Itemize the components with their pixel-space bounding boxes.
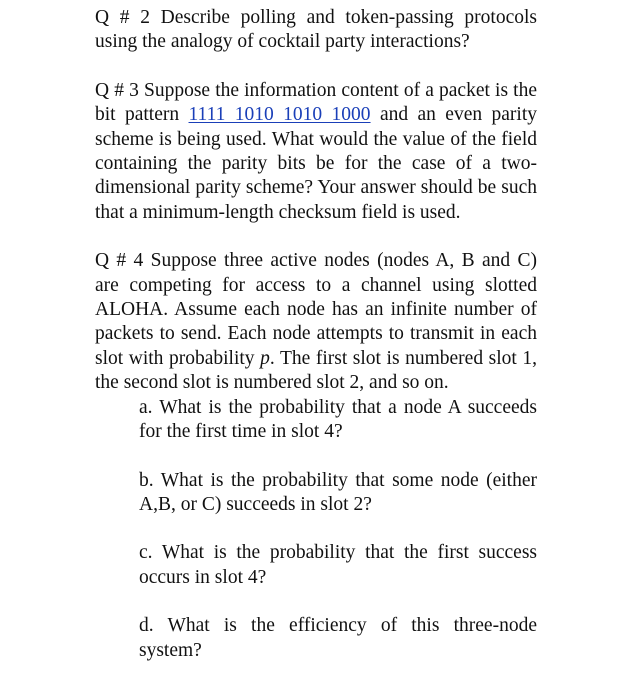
question-4-part-b: b. What is the probability that some node (either A,B, or C) succeeds in slot 2? (139, 469, 537, 515)
question-3-text-after: and an even parity scheme is being used. What would the value of the field containing the parity bits be for the case of a two-dimensional parity scheme? Your answer should be such that a minimum-length checksum field is used. (95, 104, 538, 223)
bit-pattern-link[interactable]: 1111 1010 1010 1000 (188, 104, 371, 126)
question-3 (95, 79, 537, 225)
document-page (95, 6, 537, 663)
question-4-part-d: d. What is the efficiency of this three-node system? (139, 615, 537, 661)
question-4-part-a: a. What is the probability that a node A succeeds for the first time in slot 4? (139, 396, 537, 443)
question-3-text-before: Q # 3 Suppose the information content of a packet is the bit pattern (95, 79, 537, 126)
probability-variable: p (260, 347, 270, 369)
question-4-text-before: Q # 4 Suppose three active nodes (nodes A, B and C) are competing for access to a channel using slotted ALOHA. Assume each node has an infinite number of packets to send. Each node attempts to transmit in each slot with probability (95, 250, 537, 369)
question-2-text: Q # 2 Describe polling and token-passing protocols using the analogy of cocktail party interactions? (95, 7, 537, 53)
question-2 (95, 6, 537, 55)
question-4 (95, 249, 537, 395)
question-4-text-after: . The first slot is numbered slot 1, the second slot is numbered slot 2, and so on. (95, 347, 537, 394)
question-4-parts (95, 396, 537, 663)
question-4-part-c: c. What is the probability that the first success occurs in slot 4? (139, 542, 537, 588)
